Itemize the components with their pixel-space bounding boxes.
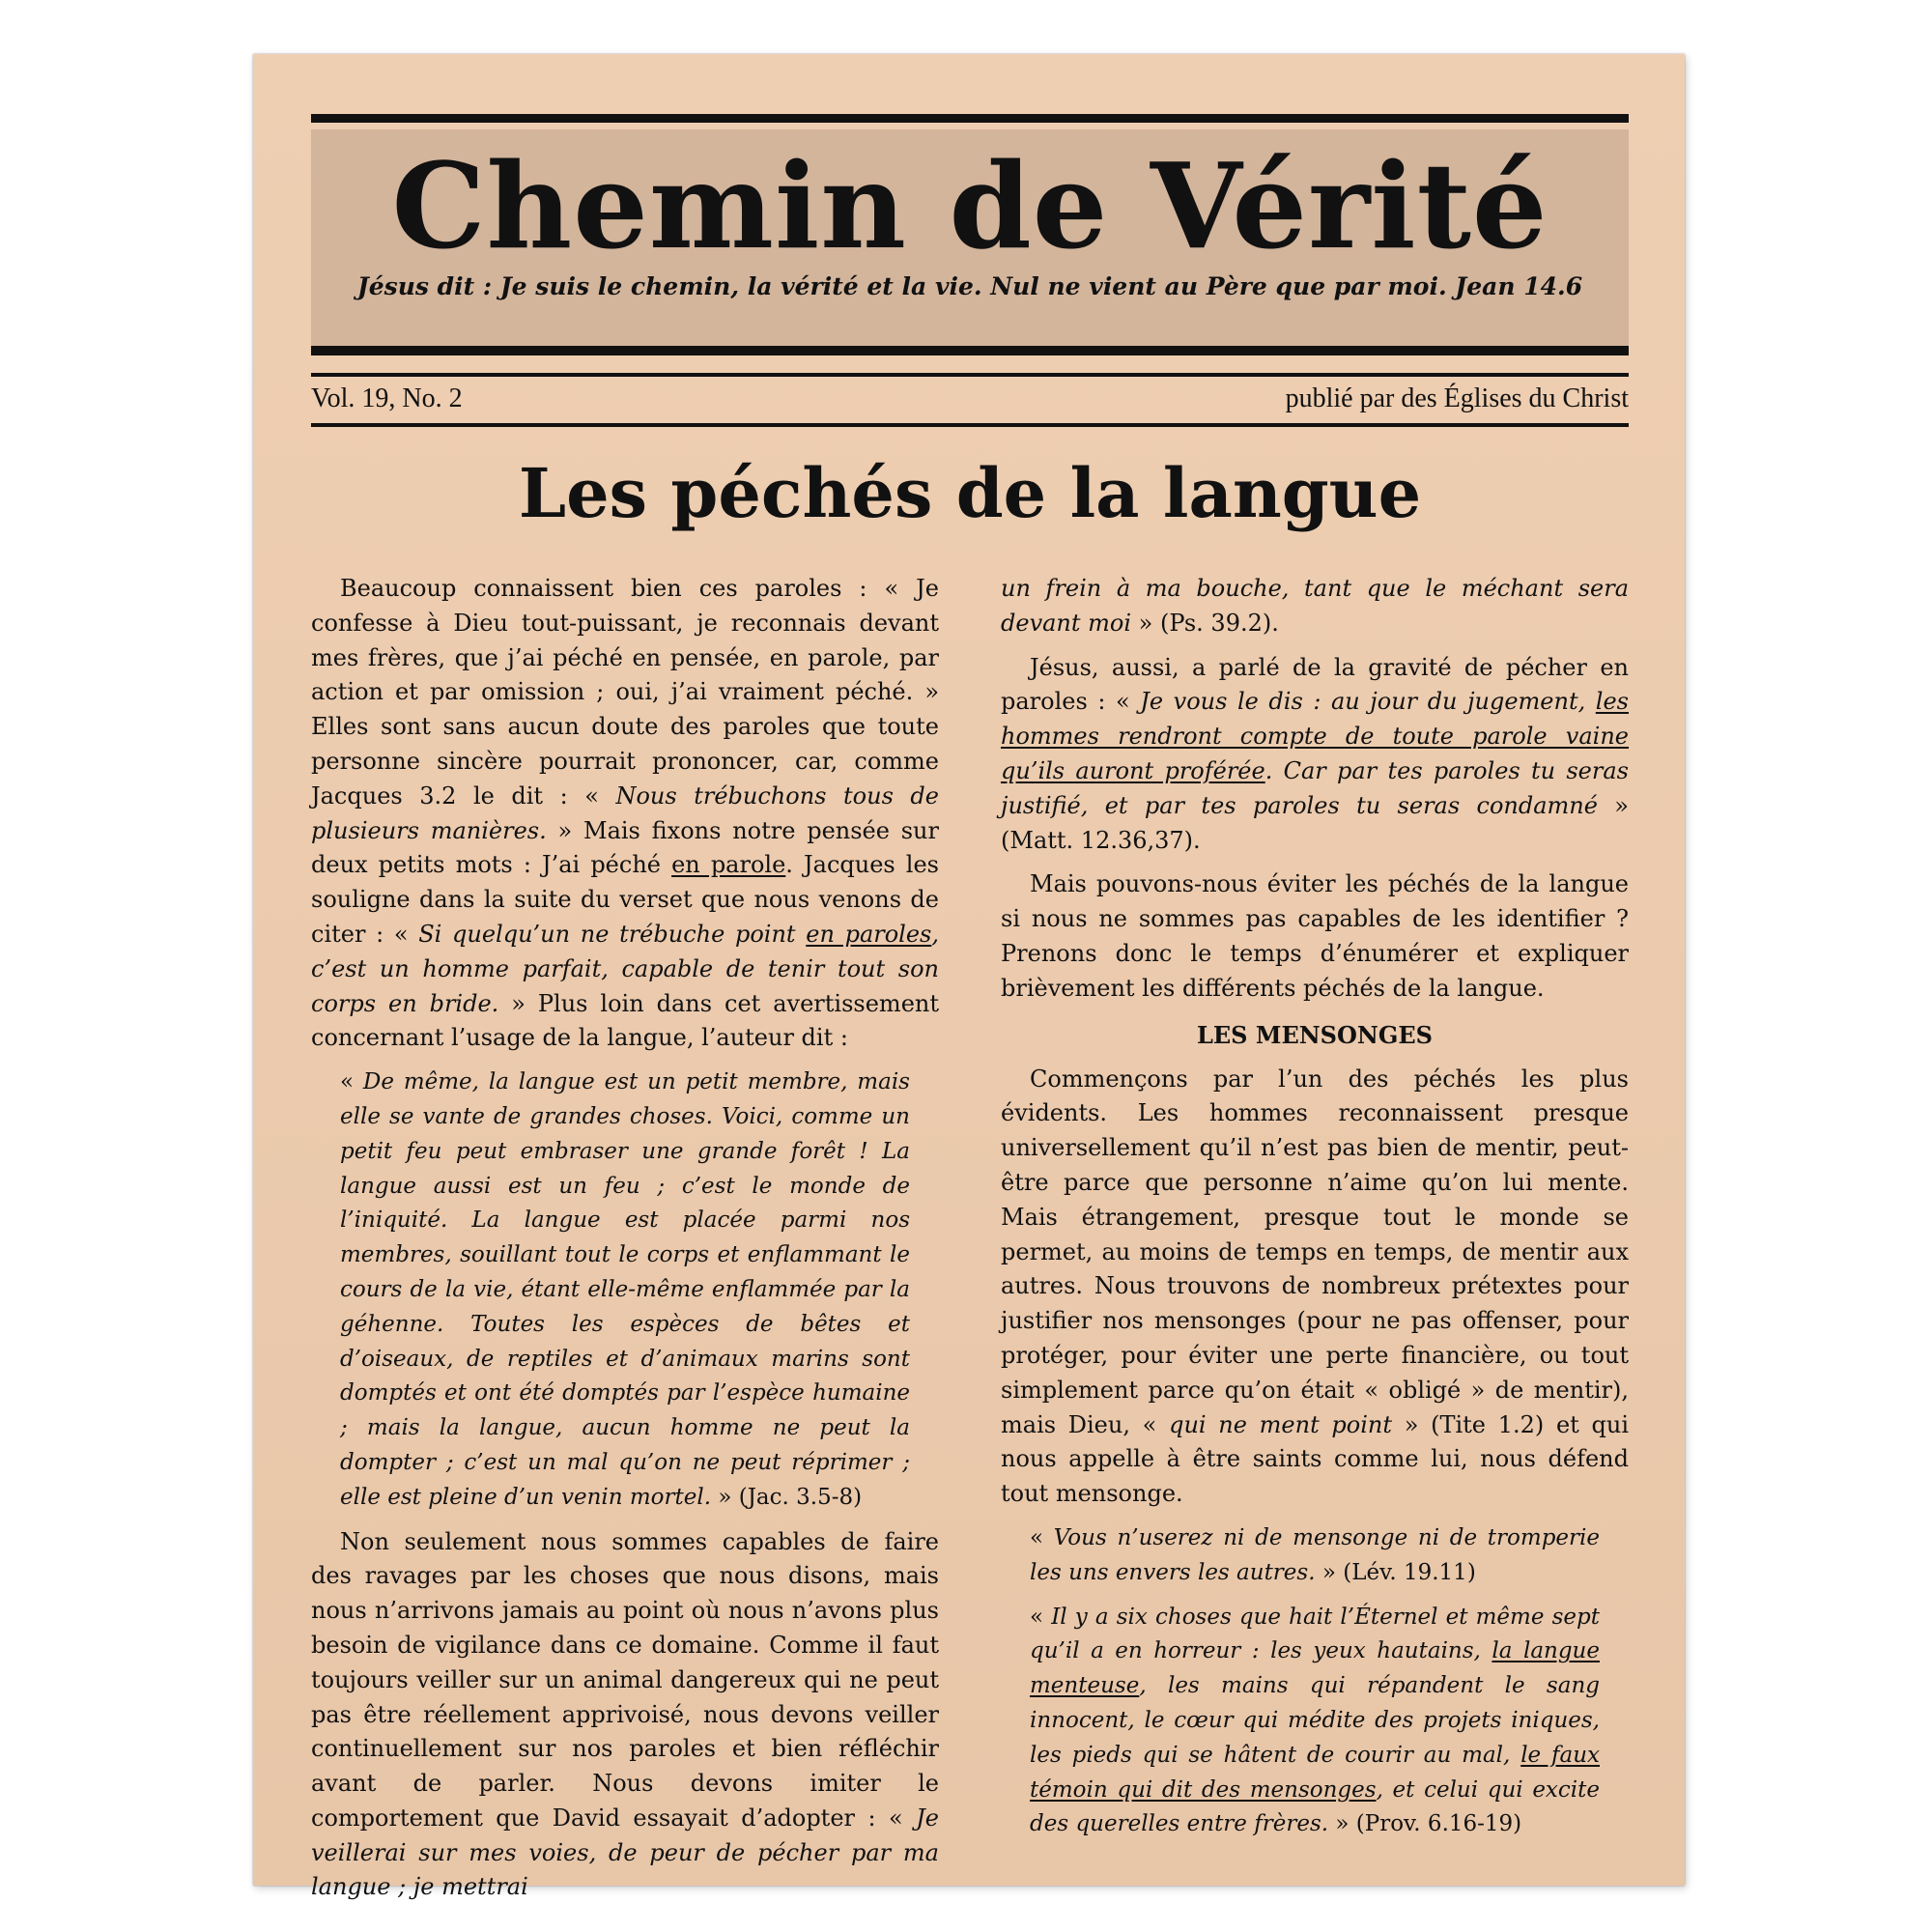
- masthead-top-rule: [311, 114, 1629, 123]
- masthead-bottom-rule: [311, 346, 1629, 355]
- section-heading: LES MENSONGES: [1197, 1020, 1433, 1049]
- masthead: [311, 129, 1629, 346]
- paragraph-continued: un frein à ma bouche, tant que le méchant sera devant moi » (Ps. 39.2).: [1001, 575, 1629, 637]
- paragraph: Beaucoup connaissent bien ces paroles : « Je confesse à Dieu tout-puissant, je reconnais devant mes frères, que j’ai péché en pensée, en parole, par action et par omission ; oui, j’ai vraiment péché. » Elles sont sans aucun doute des paroles que toute personne sincère pourrait prononcer, car, comme Jacques 3.2 le dit : « Nous trébuchons tous de plusieurs manières. » Mais fixons notre pensée sur deux petits mots : J’ai péché en parole. Jacques les souligne dans la suite du verset que nous venons de citer : « Si quelqu’un ne trébuche point en paroles, c’est un homme parfait, capable de tenir tout son corps en bride. » Plus loin dans cet avertissement concernant l’usage de la langue, l’auteur dit :: [311, 575, 940, 1052]
- info-top-rule: [311, 373, 1629, 377]
- paragraph: Non seulement nous sommes capables de faire des ravages par les choses que nous disons, mais nous n’arrivons jamais au point où nous n’avons plus besoin de vigilance dans ce domaine. Comme il faut toujours veiller sur un animal dangereux qui ne peut pas être réellement apprivoisé, nous devons veiller continuellement sur nos paroles et bien réfléchir avant de parler. Nous devons imiter le comportement que David essayait d’adopter : « Je veillerai sur mes voies, de peur de pécher par ma langue ; je mettrai: [311, 1527, 939, 1901]
- newsletter-tagline: Jésus dit : Je suis le chemin, la vérité et la vie. Nul ne vient au Père que par moi. Jean 14.6: [356, 272, 1583, 300]
- volume-number: Vol. 19, No. 2: [311, 384, 463, 413]
- newsletter-title: Chemin de Vérité: [391, 136, 1548, 275]
- publisher-line: publié par des Églises du Christ: [1285, 384, 1629, 413]
- scripture-quote: « De même, la langue est un petit membre, mais elle se vante de grandes choses. Voici, comme un petit feu peut embraser une grande forêt ! La langue aussi est un feu ; c’est le monde de l’iniquité. La langue est placée parmi nos membres, souillant tout le corps et enflammant le cours de la vie, étant elle-même enflammée par la géhenne. Toutes les espèces de bêtes et d’oiseaux, de reptiles et d’animaux marins sont domptés et ont été domptés par l’espèce humaine ; mais la langue, aucun homme ne peut la dompter ; c’est un mal qu’on ne peut réprimer ; elle est pleine d’un venin mortel. » (Jac. 3.5-8): [340, 1069, 910, 1510]
- scripture-quote: « Vous n’userez ni de mensonge ni de tromperie les uns envers les autres. » (Lév. 19.11): [1030, 1524, 1600, 1585]
- issue-info-line: [311, 384, 1629, 416]
- article-column-left: [311, 572, 940, 1901]
- scripture-quote: « Il y a six choses que hait l’Éternel et même sept qu’il a en horreur : les yeux hautains, la langue menteuse, les mains qui répandent le sang innocent, le cœur qui médite des projets iniques, les pieds qui se hâtent de courir au mal, le faux témoin qui dit des mensonges, et celui qui excite des querelles entre frères. » (Prov. 6.16-19): [1030, 1604, 1600, 1837]
- info-bottom-rule: [311, 423, 1629, 427]
- article-headline: Les péchés de la langue: [518, 453, 1422, 533]
- paragraph: Jésus, aussi, a parlé de la gravité de pécher en paroles : « Je vous le dis : au jour du jugement, les hommes rendront compte de toute parole vaine qu’ils auront proférée. Car par tes paroles tu seras justifié, et par tes paroles tu seras condamné » (Matt. 12.36,37).: [1001, 653, 1629, 854]
- article-column-right: [1001, 572, 1629, 1837]
- paragraph: Commençons par l’un des péchés les plus évidents. Les hommes reconnaissent presque universellement qu’il n’est pas bien de mentir, peut-être parce que personne n’aime qu’on lui mente. Mais étrangement, presque tout le monde se permet, au moins de temps en temps, de mentir aux autres. Nous trouvons de nombreux prétextes pour justifier nos mensonges (pour ne pas offenser, pour protéger, pour éviter une perte financière, ou tout simplement parce qu’on était « obligé » de mentir), mais Dieu, « qui ne ment point » (Tite 1.2) et qui nous appelle à être saints comme lui, nous défend tout mensonge.: [1001, 1065, 1629, 1508]
- paragraph: Mais pouvons-nous éviter les péchés de la langue si nous ne sommes pas capables de les identifier ? Prenons donc le temps d’énumérer et expliquer brièvement les différents péchés de la langue.: [1001, 870, 1629, 1002]
